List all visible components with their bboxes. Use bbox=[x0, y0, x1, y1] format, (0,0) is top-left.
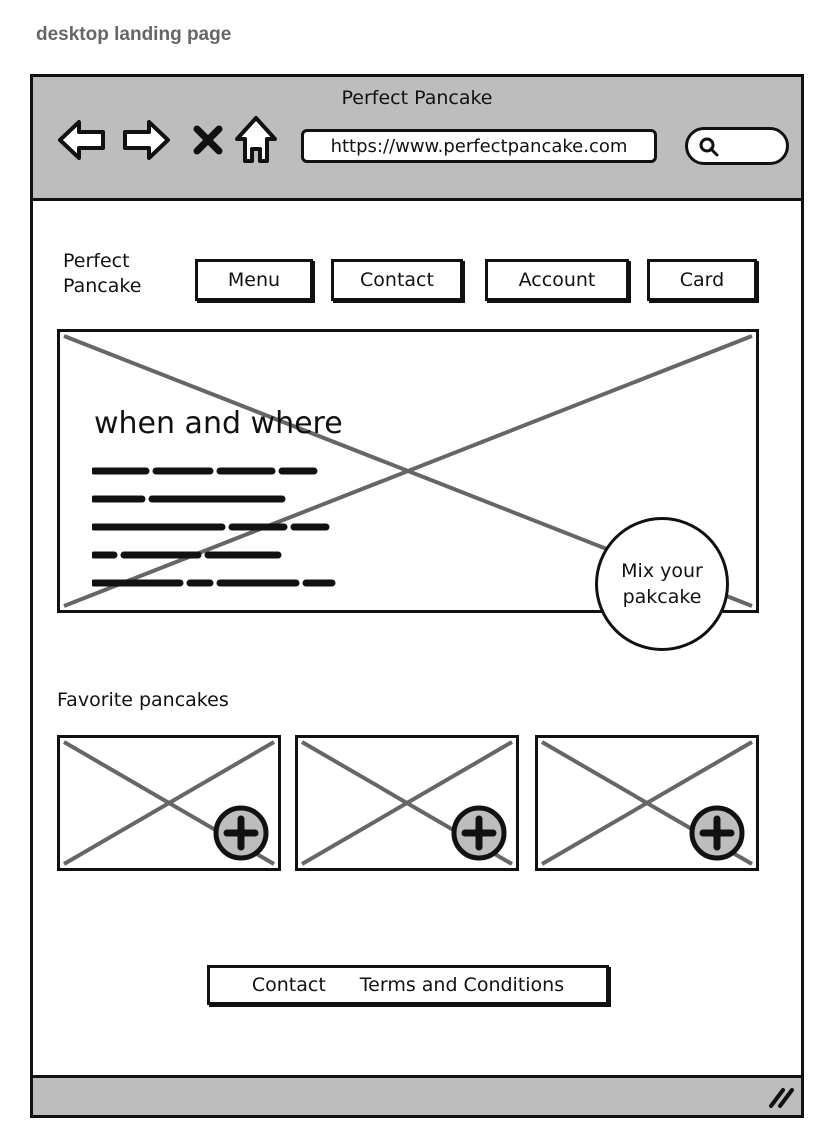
mix-your-pancake-button[interactable] bbox=[595, 517, 729, 651]
hero-title: when and where bbox=[94, 406, 343, 441]
home-icon[interactable] bbox=[229, 113, 283, 167]
back-arrow-icon[interactable] bbox=[55, 113, 109, 167]
favorite-pancake-card-1[interactable] bbox=[57, 735, 281, 871]
resize-grip-icon[interactable] bbox=[765, 1084, 795, 1110]
hero-body-scribble-text bbox=[92, 466, 352, 596]
add-circle-icon[interactable] bbox=[212, 804, 270, 862]
nav-menu-button[interactable]: Menu bbox=[195, 259, 313, 301]
site-logo[interactable] bbox=[63, 249, 141, 299]
favorite-pancake-card-3[interactable] bbox=[535, 735, 759, 871]
nav-contact-button[interactable]: Contact bbox=[331, 259, 463, 301]
brand-line-1: Perfect bbox=[63, 250, 130, 272]
window-title: Perfect Pancake bbox=[341, 87, 493, 109]
browser-search-field[interactable] bbox=[685, 127, 789, 165]
close-icon[interactable] bbox=[181, 113, 235, 167]
nav-card-button[interactable]: Card bbox=[647, 259, 757, 301]
favorite-pancake-card-2[interactable] bbox=[295, 735, 519, 871]
favorites-heading: Favorite pancakes bbox=[57, 689, 229, 711]
nav-account-button[interactable]: Account bbox=[485, 259, 629, 301]
brand-line-2: Pancake bbox=[63, 275, 142, 297]
browser-window bbox=[30, 74, 804, 1118]
forward-arrow-icon[interactable] bbox=[119, 113, 173, 167]
address-bar[interactable]: https://www.perfectpancake.com bbox=[301, 129, 657, 163]
search-icon bbox=[698, 136, 720, 158]
footer-contact-link[interactable]: Contact bbox=[251, 974, 326, 996]
footer-links bbox=[207, 965, 609, 1005]
footer-terms-link[interactable]: Terms and Conditions bbox=[359, 974, 565, 996]
browser-titlebar bbox=[33, 77, 801, 201]
add-circle-icon[interactable] bbox=[450, 804, 508, 862]
browser-statusbar bbox=[33, 1075, 801, 1115]
add-circle-icon[interactable] bbox=[688, 804, 746, 862]
mix-your-pancake-label: Mix your pakcake bbox=[621, 560, 703, 608]
page-caption: desktop landing page bbox=[36, 24, 232, 45]
